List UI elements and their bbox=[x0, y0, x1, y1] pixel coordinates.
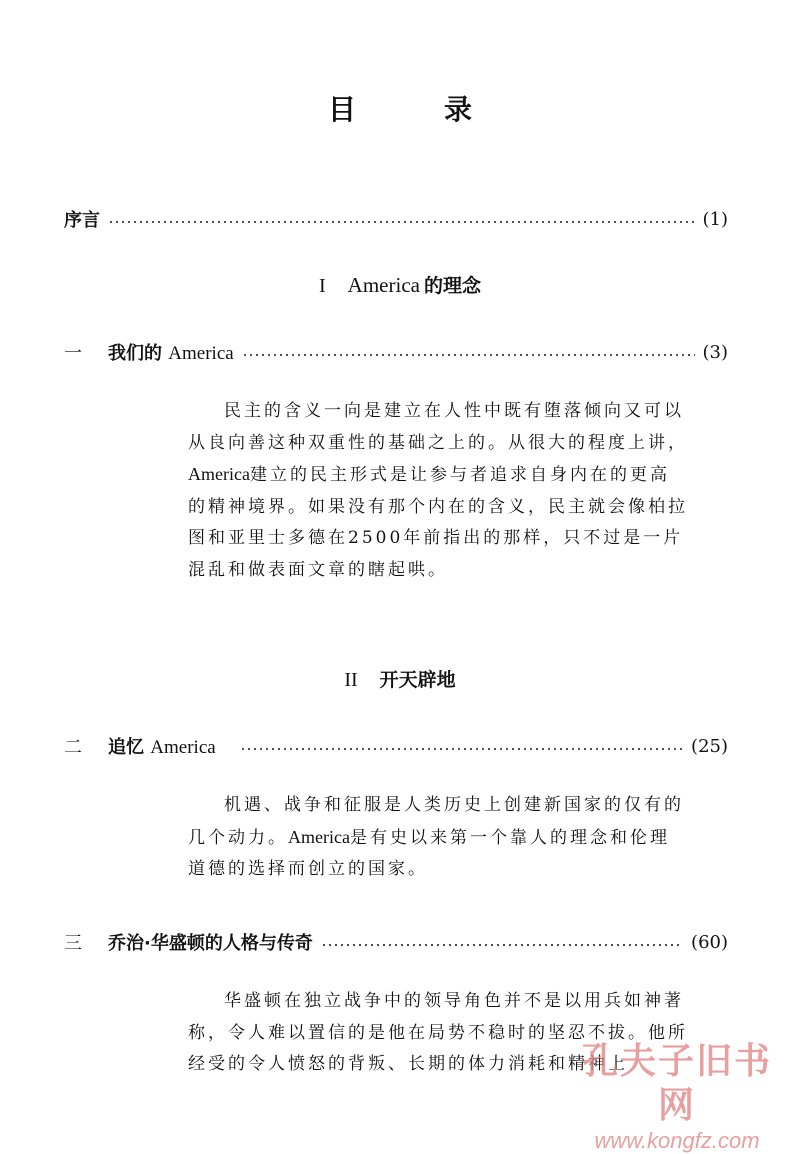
chapter-page: (60) bbox=[691, 931, 728, 953]
toc-entry-chapter-2[interactable] bbox=[64, 732, 728, 760]
page-title: 目 录 bbox=[327, 93, 502, 126]
toc-entry-chapter-3[interactable] bbox=[64, 928, 728, 956]
toc-entry-chapter-1[interactable] bbox=[64, 338, 728, 366]
toc-entry-page: (1) bbox=[702, 208, 728, 230]
dot-leader bbox=[321, 944, 683, 946]
watermark-url: www.kongfz.com bbox=[594, 1128, 760, 1153]
chapter-title: 乔治·华盛顿的人格与传奇 bbox=[108, 933, 313, 954]
part-title: America 的理念 bbox=[347, 273, 481, 297]
chapter-number: 三 bbox=[64, 933, 82, 954]
part-number: II bbox=[344, 669, 358, 691]
chapter-page: (3) bbox=[702, 341, 728, 363]
dot-leader bbox=[240, 748, 683, 750]
toc-entry-preface[interactable] bbox=[64, 205, 728, 233]
chapter-number: 二 bbox=[64, 737, 82, 758]
part-heading-2 bbox=[0, 664, 800, 694]
chapter-title: 我们的 America bbox=[108, 343, 234, 364]
part-heading-1 bbox=[0, 270, 800, 300]
part-title: 开天辟地 bbox=[379, 669, 456, 691]
chapter-page: (25) bbox=[691, 735, 728, 757]
dot-leader bbox=[242, 354, 695, 356]
toc-entry-title: 序言 bbox=[64, 210, 100, 231]
dot-leader bbox=[108, 221, 695, 223]
watermark-logo bbox=[572, 1040, 782, 1153]
chapter-abstract-3: 华盛顿在独立战争中的领导角色并不是以用兵如神著称，令人难以置信的是他在局势不稳时的坚忍不拔。他所经受的令人愤怒的背叛、长期的体力消耗和精神上 bbox=[188, 991, 688, 1074]
chapter-abstract-2: 机遇、战争和征服是人类历史上创建新国家的仅有的几个动力。America是有史以来第一个靠人的理念和伦理道德的选择而创立的国家。 bbox=[188, 795, 684, 879]
watermark-text: 孔夫子旧书网 bbox=[581, 1041, 772, 1126]
chapter-number: 一 bbox=[64, 343, 82, 364]
chapter-abstract-1: 民主的含义一向是建立在人性中既有堕落倾向又可以从良向善这种双重性的基础之上的。从很大的程度上讲，America建立的民主形式是让参与者追求自身内在的更高的精神境界。如果没有那个内在的含义，民主就会像柏拉图和亚里士多德在2500年前指出的那样，只不过是一片混乱和做表面文章的瞎起哄。 bbox=[188, 401, 688, 580]
chapter-title: 追忆 America bbox=[108, 737, 216, 758]
part-number: I bbox=[319, 275, 326, 297]
